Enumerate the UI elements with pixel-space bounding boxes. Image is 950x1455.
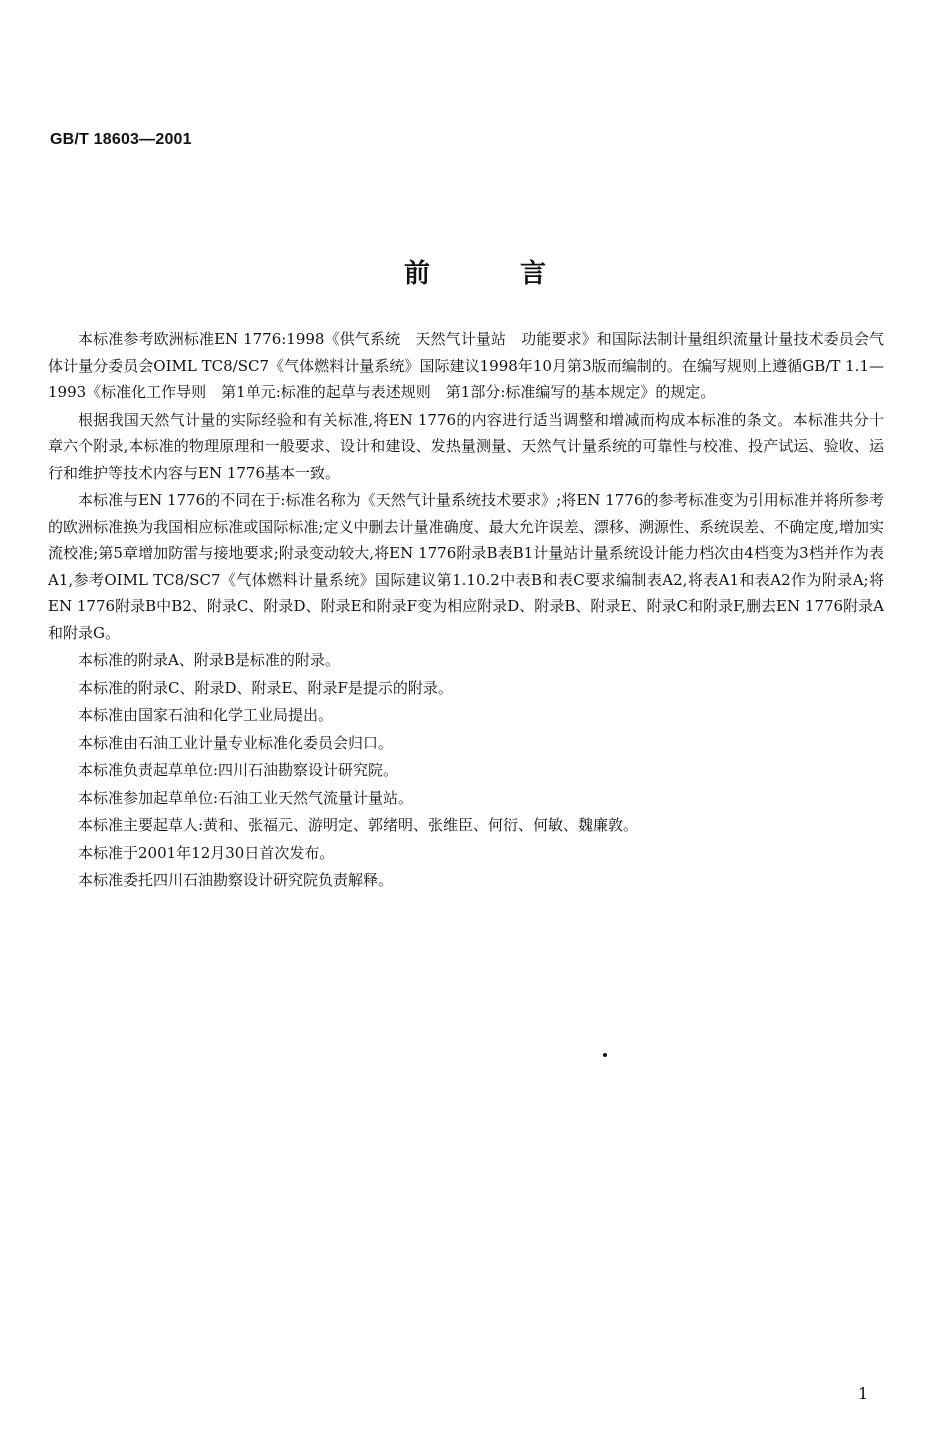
print-dot-mark xyxy=(603,1053,607,1057)
paragraph: 本标准的附录A、附录B是标准的附录。 xyxy=(78,651,340,669)
page-number: 1 xyxy=(858,1384,869,1403)
paragraph: 本标准主要起草人:黄和、张福元、游明定、郭绪明、张维臣、何衍、何敏、魏廉敦。 xyxy=(78,816,639,834)
standard-number: GB/T 18603—2001 xyxy=(50,131,192,148)
paragraph: 本标准由国家石油和化学工业局提出。 xyxy=(78,706,334,724)
paragraph: 本标准参加起草单位:石油工业天然气流量计量站。 xyxy=(78,788,414,807)
paragraph: 根据我国天然气计量的实际经验和有关标准,将EN 1776的内容进行适当调整和增减而构成本标准的条文。本标准共分十章六个附录,本标准的物理原理和一般要求、设计和建设、发热量测量、天然气计量系统的可靠性与校准、投产试运、验收、运行和维护等技术内容与EN 1776基本一致。 xyxy=(48,410,884,482)
paragraph: 本标准的附录C、附录D、附录E、附录F是提示的附录。 xyxy=(78,678,453,697)
paragraph: 本标准与EN 1776的不同在于:标准名称为《天然气计量系统技术要求》;将EN 1776的参考标准变为引用标准并将所参考的欧洲标准换为我国相应标准或国际标准;定义中删去计量准确度、最大允许误差、漂移、溯源性、系统误差、不确定度,增加实流校准;第5章增加防雷与接地要求;附录变动较大,将EN 1776附录B表B1计量站计量系统设计能力档次由4档变为3档并作为表A1,参考OIML TC8/SC7《气体燃料计量系统》国际建议第1.10.2中表B和表C要求编制表A2,将表A1和表A2作为附录A;将EN 1776附录B中B2、附录C、附录D、附录E和附录F变为相应附录D、附录B、附录E、附录C和附录F,删去EN 1776附录A和附录G。 xyxy=(48,491,884,642)
paragraph: 本标准于2001年12月30日首次发布。 xyxy=(78,843,335,862)
paragraph: 本标准由石油工业计量专业标准化委员会归口。 xyxy=(78,733,394,752)
paragraph: 本标准参考欧洲标准EN 1776:1998《供气系统 天然气计量站 功能要求》和国际法制计量组织流量计量技术委员会气体计量分委员会OIML TC8/SC7《气体燃料计量系统》国际建议1998年10月第3版而编制的。在编写规则上遵循GB/T 1.1—1993《标准化工作导则 第1单元:标准的起草与表述规则 第1部分:标准编写的基本规定》的规定。 xyxy=(48,330,884,401)
paragraph: 本标准负责起草单位:四川石油勘察设计研究院。 xyxy=(78,761,399,779)
foreword-body xyxy=(48,326,884,894)
paragraph: 本标准委托四川石油勘察设计研究院负责解释。 xyxy=(78,871,394,889)
page-title: 前言 xyxy=(403,259,636,289)
